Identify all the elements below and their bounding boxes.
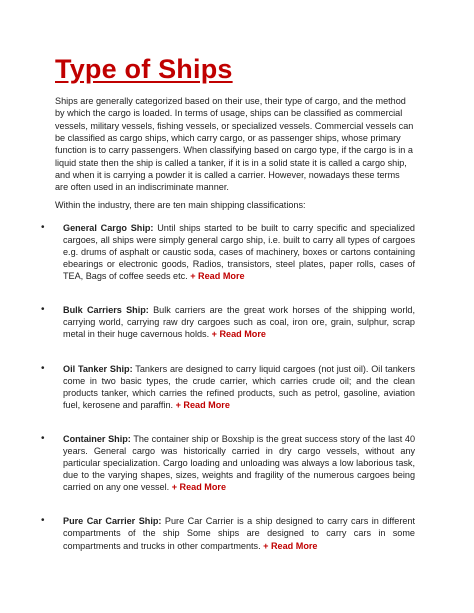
list-item (41, 515, 416, 551)
page-title: Type of Ships (55, 54, 233, 84)
read-more-link[interactable]: + Read More (175, 399, 230, 410)
bullet-icon: • (41, 515, 45, 527)
read-more-link[interactable]: + Read More (263, 540, 318, 551)
bullet-icon: • (41, 362, 45, 374)
list-item (41, 362, 415, 411)
item-text: Until ships started to be built to carry specific and specialized cargoes, all ships were simply general cargo ship, i.e. built to carry all types of cargoes e.g. drums of asphalt or caustic soda, cases of machinery, boxes or cartons containing ebearings or electronic goods, Radios, transistors, steel plates, paper rolls, cases of TEA, Bags of coffee seeds etc. (63, 222, 415, 282)
list-item (41, 221, 415, 282)
bullet-icon: • (41, 304, 45, 316)
item-text: Bulk carriers are the great work horses of the shipping world, carrying world, carrying raw dry cargoes such as coal, iron ore, grain, sulphur, scrap metal in their huge cavernous holds. (63, 305, 415, 340)
item-text: The container ship or Boxship is the great success story of the last 40 years. General cargo was historically carried in dry cargo vessels, without any particular specialization. Cargo loading and unloading was always a low laborious task, due to the varying shapes, sizes, weights and fragility of the numerous cargoes being carried on any one vessel. (63, 433, 415, 493)
ship-type-list (41, 221, 416, 552)
item-name: Bulk Carriers Ship: (63, 305, 149, 316)
item-name: Pure Car Carrier Ship: (63, 516, 162, 527)
item-name: Oil Tanker Ship: (63, 363, 133, 374)
intro-paragraph: Ships are generally categorized based on their use, their type of cargo, and the method by which the cargo is loaded. In terms of usage, ships can be classified as commercial vessels, military vessels, fishing vessels, or specialized vessels. Commercial vessels can be classified as cargo ships, which carry cargo, or as passenger ships, whose primary function is to carry passengers. When classifying based on cargo type, if the cargo is in a liquid state then the ship is called a tanker, if it is in a solid state it is called a cargo ship, and when it is carrying a powder it is called a carrier. However, nowadays these terms are often used in an indiscriminate manner. (55, 96, 414, 193)
list-item (41, 304, 415, 340)
bullet-icon: • (41, 221, 45, 233)
read-more-link[interactable]: + Read More (211, 329, 266, 340)
item-name: General Cargo Ship: (63, 222, 154, 233)
item-name: Container Ship: (63, 433, 131, 444)
item-text: Tankers are designed to carry liquid cargoes (not just oil). Oil tankers come in two basic types, the crude carrier, which carries crude oil; and the clean products tanker, which carries the refined products, such as petrol, gasoline, aviation fuel, kerosene and paraffin. (63, 363, 415, 410)
classification-lead: Within the industry, there are ten main shipping classifications: (55, 199, 306, 210)
read-more-link[interactable]: + Read More (171, 482, 227, 493)
read-more-link[interactable]: + Read More (190, 271, 245, 282)
item-text: Pure Car Carrier is a ship designed to carry cars in different compartments of the ship Some ships are designed to carry cars in some compartments and trucks in other compartments. (63, 516, 416, 551)
list-item (41, 432, 415, 493)
document-page (41, 52, 416, 552)
bullet-icon: • (41, 432, 45, 444)
